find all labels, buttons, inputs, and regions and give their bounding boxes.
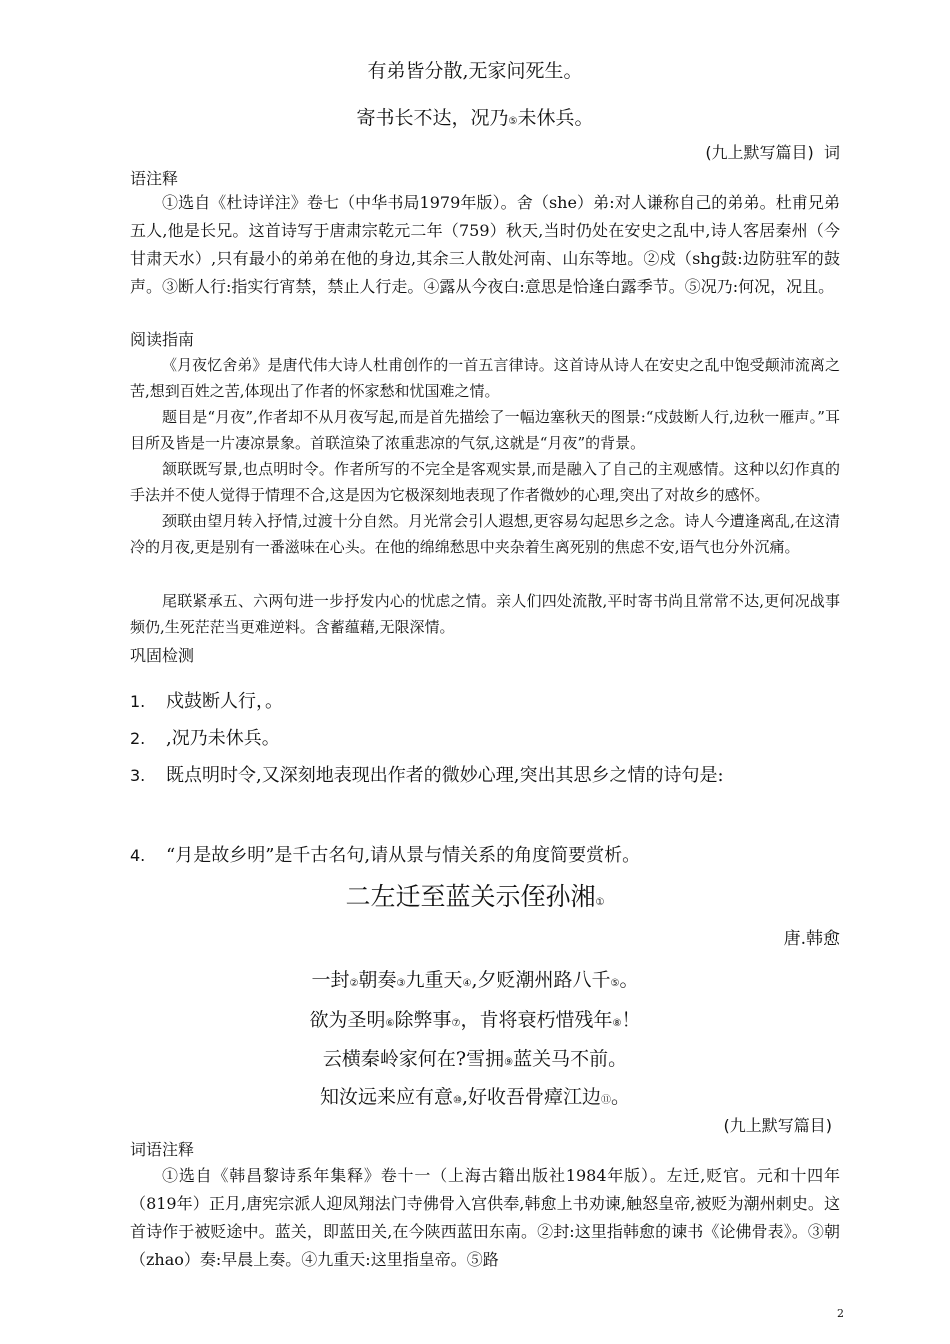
question-item xyxy=(130,724,280,750)
annotation-mark: ⑨ xyxy=(504,1057,514,1068)
annotation-mark: ④ xyxy=(462,978,472,989)
annotation-mark: ⑥ xyxy=(385,1018,395,1029)
verse-text: 。 xyxy=(611,1086,631,1108)
poem2-notes: ①选自《韩昌黎诗系年集释》卷十一（上海古籍出版社1984年版）。左迁,贬官。元和十四年（819年）正月,唐宪宗派人迎凤翔法门寺佛骨入宫供奉,韩愈上书劝谏,触怒皇帝,被贬为潮州刺史。这首诗作于被贬途中。蓝关，即蓝田关,在今陕西蓝田东南。②封:这里指韩愈的谏书《论佛骨表》。③朝（zhao）奏:早晨上奏。④九重天:这里指皇帝。⑤路 xyxy=(130,1166,840,1269)
annotation-mark: ⑤ xyxy=(610,978,620,989)
poem1-line-b-part2: 未休兵。 xyxy=(517,107,594,129)
question-item xyxy=(130,841,640,867)
question-text: ,况乃未休兵。 xyxy=(166,728,280,749)
question-item xyxy=(130,761,724,787)
verse-text: ！ xyxy=(621,1009,641,1031)
guide-paragraph: 题目是“月夜”,作者却不从月夜写起,而是首先描绘了一幅边塞秋天的图景:“戍鼓断人行,边秋一雁声。”耳目所及皆是一片凄凉景象。首联渲染了浓重悲凉的气氛,这就是“月夜”的背景。 xyxy=(130,408,840,452)
annotation-mark: ⑩ xyxy=(452,1095,462,1106)
annotation-mark: ③ xyxy=(396,978,406,989)
verse-text: 蓝关马不前。 xyxy=(513,1048,628,1070)
annotation-mark: ① xyxy=(595,897,605,908)
poem2-line xyxy=(0,1005,950,1032)
guide-paragraph: 颈联由望月转入抒情,过渡十分自然。月光常会引人遐想,更容易勾起思乡之念。诗人今遭逢离乱,在这清冷的月夜,更是别有一番滋味在心头。在他的绵绵愁思中夹杂着生离死别的焦虑不安,语气也分外沉痛。 xyxy=(130,512,840,556)
verse-text: ，肯将衰朽惜残年 xyxy=(460,1009,613,1031)
question-item xyxy=(130,687,283,713)
question-number: 1. xyxy=(130,692,146,711)
question-text: “月是故乡明”是千古名句,请从景与情关系的角度简要赏析。 xyxy=(166,845,641,866)
guide-paragraph: 尾联紧承五、六两句进一步抒发内心的忧虑之情。亲人们四处流散,平时寄书尚且常常不达,更何况战事频仍,生死茫茫当更难逆料。含蓄蕴藉,无限深情。 xyxy=(130,592,840,636)
verse-text: 九重天 xyxy=(405,969,463,991)
annotation-mark: ② xyxy=(349,978,359,989)
question-text: 既点明时令,又深刻地表现出作者的微妙心理,突出其思乡之情的诗句是: xyxy=(166,765,724,786)
annotation-mark: ⑧ xyxy=(612,1018,622,1029)
annotation-mark: ⑤ xyxy=(508,116,518,127)
poem2-line xyxy=(0,1082,950,1109)
poem1-source-note xyxy=(705,140,840,163)
poem1-line-a: 有弟皆分散,无家问死生。 xyxy=(367,60,583,82)
guide-header: 阅读指南 xyxy=(130,330,195,349)
poem2-line xyxy=(0,1044,950,1071)
annotation-mark: ⑪ xyxy=(601,1095,611,1106)
verse-text: ,好收吾骨瘴江边 xyxy=(461,1086,601,1108)
question-number: 2. xyxy=(130,729,146,748)
verse-text: 欲为圣明 xyxy=(309,1009,386,1031)
verse-text: 知汝远来应有意 xyxy=(319,1086,453,1108)
poem1-notes: ①选自《杜诗详注》卷七（中华书局1979年版）。舍（she）弟:对人谦称自己的弟弟。杜甫兄弟五人,他是长兄。这首诗写于唐肃宗乾元二年（759）秋天,当时仍处在安史之乱中,诗人客居秦州（今甘肃天水）,只有最小的弟弟在他的身边,其余三人散处河南、山东等地。②戍（shg鼓:边防驻军的鼓声。③断人行:指实行宵禁，禁止人行走。④露从今夜白:意思是恰逢白露季节。⑤况乃:何况，况且。 xyxy=(130,193,840,296)
page-number: 2 xyxy=(837,1307,844,1320)
poem2-source: (九上默写篇目) xyxy=(723,1116,832,1135)
poem1-source: (九上默写篇目) xyxy=(705,143,814,162)
question-text: 戍鼓断人行，。 xyxy=(166,691,283,712)
poem1-line-b-part1: 寄书长不达，况乃 xyxy=(356,107,509,129)
verse-text: ,夕贬潮州路八千 xyxy=(471,969,611,991)
verse-text: 朝奏 xyxy=(358,969,397,991)
exercise-header: 巩固检测 xyxy=(130,646,195,665)
annotation-mark: ⑦ xyxy=(451,1018,461,1029)
question-number: 3. xyxy=(130,766,146,785)
poem1-source-tail: 词 xyxy=(823,143,840,162)
poem2-title xyxy=(0,877,950,913)
verse-text: 云横秦岭家何在?雪拥 xyxy=(322,1048,505,1070)
question-number: 4. xyxy=(130,846,146,865)
poem2-title-text: 二左迁至蓝关示侄孙湘 xyxy=(345,882,596,911)
poem2-notes-header: 词语注释 xyxy=(130,1140,195,1159)
verse-text: 除弊事 xyxy=(394,1009,452,1031)
notes-header: 语注释 xyxy=(130,169,179,188)
verse-text: 一封 xyxy=(311,969,350,991)
guide-paragraph: 《月夜忆舍弟》是唐代伟大诗人杜甫创作的一首五言律诗。这首诗从诗人在安史之乱中饱受颠沛流离之苦,想到百姓之苦,体现出了作者的怀家愁和忧国难之情。 xyxy=(130,356,840,400)
poem2-line xyxy=(0,965,950,992)
poem1-line-b xyxy=(0,103,950,130)
poem2-author: 唐.韩愈 xyxy=(783,929,840,949)
verse-text: 。 xyxy=(619,969,639,991)
guide-paragraph: 颔联既写景,也点明时令。作者所写的不完全是客观实景,而是融入了自己的主观感情。这种以幻作真的手法并不使人觉得于情理不合,这是因为它极深刻地表现了作者微妙的心理,突出了对故乡的感怀。 xyxy=(130,460,840,504)
